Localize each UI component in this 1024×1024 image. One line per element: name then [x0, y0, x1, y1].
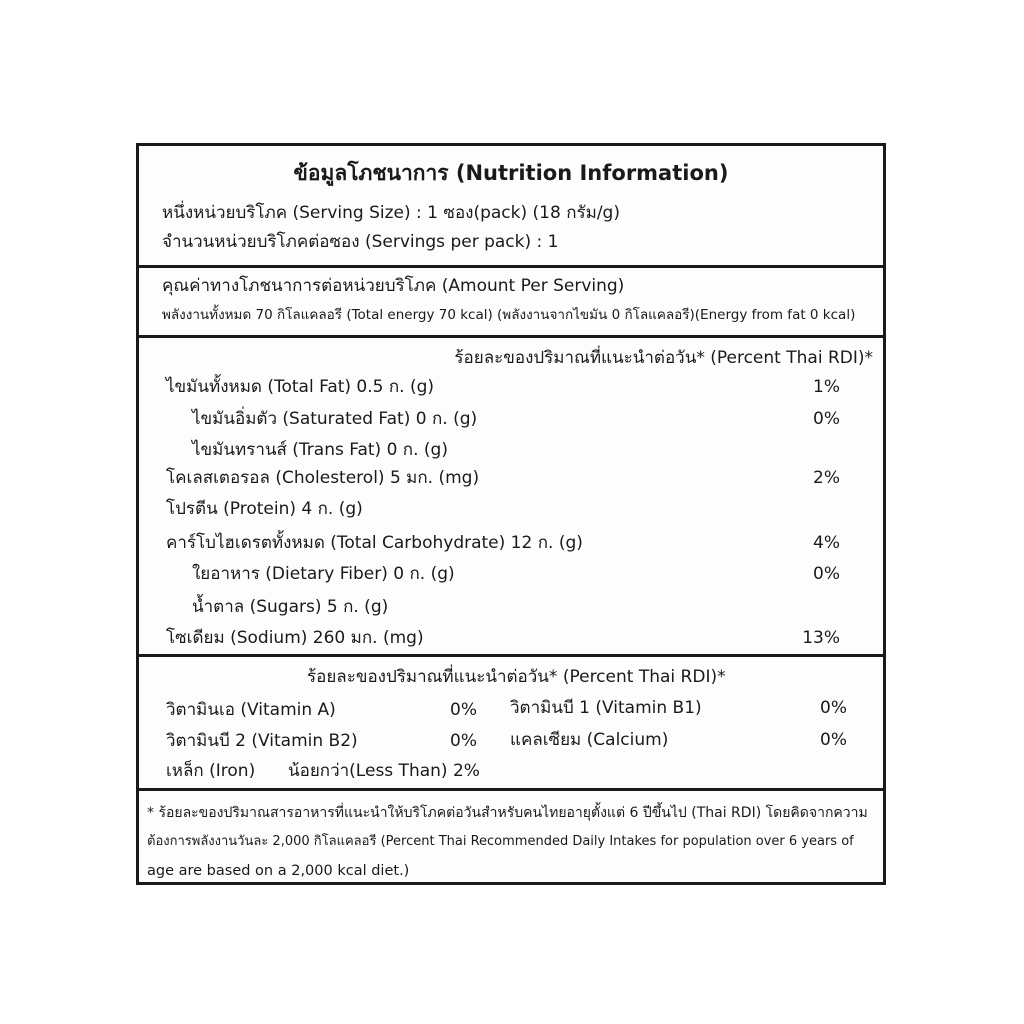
vitamin-a-label: วิตามินเอ (Vitamin A): [166, 700, 336, 720]
nutrient-name: ไขมันทั้งหมด (Total Fat) 0.5 ก. (g): [166, 377, 435, 397]
serving-size: หนึ่งหน่วยบริโภค (Serving Size) : 1 ซอง(pack) (18 กรัม/g): [162, 203, 620, 223]
vitamin-b2-label: วิตามินบี 2 (Vitamin B2): [166, 731, 358, 751]
rdi-heading: ร้อยละของปริมาณที่แนะนำต่อวัน* (Percent Thai RDI)*: [454, 348, 873, 368]
footnote-line: * ร้อยละของปริมาณสารอาหารที่แนะนำให้บริโภคต่อวันสำหรับคนไทยอายุตั้งแต่ 6 ปีขึ้นไป (Thai RDI) โดยคิดจากความ: [147, 805, 868, 821]
nutrient-pct: 0%: [813, 564, 840, 584]
iron-label: เหล็ก (Iron): [166, 761, 256, 781]
label-title: ข้อมูลโภชนาการ (Nutrition Information): [293, 161, 729, 185]
nutrient-name: โคเลสเตอรอล (Cholesterol) 5 มก. (mg): [166, 468, 480, 488]
amount-per-serving-heading: คุณค่าทางโภชนาการต่อหน่วยบริโภค (Amount Per Serving): [162, 276, 625, 296]
nutrient-pct: 13%: [802, 628, 840, 648]
vitamin-b1-label: วิตามินบี 1 (Vitamin B1): [510, 698, 702, 718]
nutrient-pct: 1%: [813, 377, 840, 397]
nutrient-name: ใยอาหาร (Dietary Fiber) 0 ก. (g): [192, 564, 455, 584]
nutrient-name: ไขมันทรานส์ (Trans Fat) 0 ก. (g): [192, 440, 448, 460]
divider: [139, 335, 883, 338]
nutrient-pct: 0%: [813, 409, 840, 429]
nutrient-name: โซเดียม (Sodium) 260 มก. (mg): [166, 628, 424, 648]
vitamin-a-pct: 0%: [450, 700, 477, 720]
nutrient-name: น้ำตาล (Sugars) 5 ก. (g): [192, 597, 389, 617]
divider: [139, 654, 883, 657]
divider: [139, 265, 883, 268]
vitamin-b2-pct: 0%: [450, 731, 477, 751]
footnote-line: ต้องการพลังงานวันละ 2,000 กิโลแคลอรี (Percent Thai Recommended Daily Intakes for population over 6 years of: [147, 834, 854, 849]
divider: [139, 788, 883, 791]
vitamin-b1-pct: 0%: [820, 698, 847, 718]
servings-per-pack: จำนวนหน่วยบริโภคต่อซอง (Servings per pack) : 1: [162, 232, 559, 252]
footnote-line: age are based on a 2,000 kcal diet.): [147, 863, 410, 879]
energy-line: พลังงานทั้งหมด 70 กิโลแคลอรี (Total energy 70 kcal) (พลังงานจากไขมัน 0 กิโลแคลอรี)(Energy from fat 0 kcal): [162, 307, 856, 323]
vitamin-rdi-heading: ร้อยละของปริมาณที่แนะนำต่อวัน* (Percent Thai RDI)*: [307, 667, 726, 687]
calcium-label: แคลเซียม (Calcium): [510, 730, 669, 750]
iron-pct: น้อยกว่า(Less Than) 2%: [288, 761, 480, 781]
nutrient-pct: 2%: [813, 468, 840, 488]
nutrition-label: [136, 143, 886, 885]
nutrient-pct: 4%: [813, 533, 840, 553]
nutrient-name: คาร์โบไฮเดรตทั้งหมด (Total Carbohydrate) 12 ก. (g): [166, 533, 583, 553]
nutrient-name: โปรตีน (Protein) 4 ก. (g): [166, 499, 363, 519]
calcium-pct: 0%: [820, 730, 847, 750]
nutrient-name: ไขมันอิ่มตัว (Saturated Fat) 0 ก. (g): [192, 409, 478, 429]
